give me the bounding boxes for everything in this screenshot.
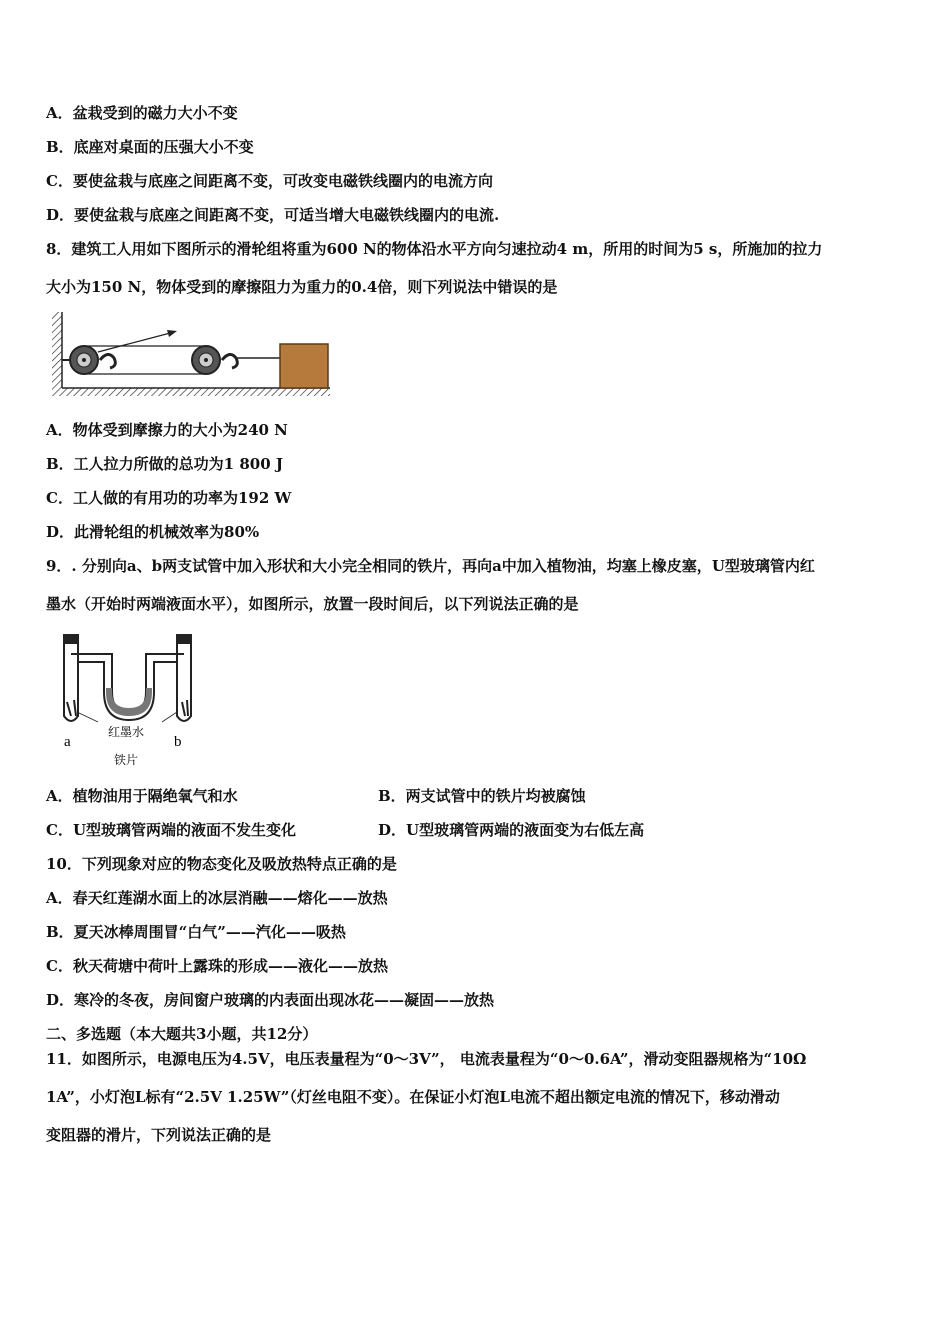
q9-stem-line2: 墨水（开始时两端液面水平），如图所示，放置一段时间后，以下列说法正确的是 — [46, 595, 579, 613]
q10-option-d: D．寒冷的冬夜，房间窗户玻璃的内表面出现冰花——凝固——放热 — [46, 991, 495, 1009]
q8-option-d: D．此滑轮组的机械效率为80% — [46, 523, 260, 541]
q11-line2: 1A”，小灯泡L标有“2.5V 1.25W”（灯丝电阻不变）。在保证小灯泡L电流不超出额定电流的情况下，移动滑动 — [46, 1088, 780, 1106]
q8-stem-line1: 8．建筑工人用如下图所示的滑轮组将重为600 N的物体沿水平方向匀速拉动4 m，所用的时间为5 s，所施加的拉力 — [46, 240, 823, 258]
wall — [52, 312, 62, 388]
q9-option-d: D．U型玻璃管两端的液面变为右低左高 — [378, 821, 645, 839]
q8-option-c: C．工人做的有用功的功率为192 W — [46, 489, 292, 507]
floor — [52, 388, 330, 396]
pulley-figure — [46, 310, 336, 402]
stopper-a — [63, 634, 79, 644]
q10-stem: 10．下列现象对应的物态变化及吸放热特点正确的是 — [46, 855, 397, 873]
q9-stem-line1: 9．. 分别向a、b两支试管中加入形状和大小完全相同的铁片，再向a中加入植物油，均塞上橡皮塞，U型玻璃管内红 — [46, 557, 815, 575]
q11-line3: 变阻器的滑片，下列说法正确的是 — [46, 1126, 272, 1144]
q10-option-b: B．夏天冰棒周围冒“白气”——汽化——吸热 — [46, 923, 346, 941]
q10-option-c: C．秋天荷塘中荷叶上露珠的形成——液化——放热 — [46, 957, 388, 975]
q7-option-b: B．底座对桌面的压强大小不变 — [46, 138, 254, 156]
label-b: b — [174, 734, 182, 750]
q11-line1: 11．如图所示，电源电压为4.5V，电压表量程为“0～3V”， 电流表量程为“0～0.6A”，滑动变阻器规格为“10Ω — [46, 1050, 807, 1068]
section-heading: 二、多选题（本大题共3小题，共12分） — [46, 1025, 318, 1043]
q10-option-a: A．春天红莲湖水面上的冰层消融——熔化——放热 — [46, 889, 388, 907]
q9-option-a: A．植物油用于隔绝氧气和水 — [46, 787, 238, 805]
q8-option-a: A．物体受到摩擦力的大小为240 N — [46, 421, 288, 439]
q9-option-b: B．两支试管中的铁片均被腐蚀 — [378, 787, 586, 805]
q9-option-c: C．U型玻璃管两端的液面不发生变化 — [46, 821, 297, 839]
q7-option-a: A．盆栽受到的磁力大小不变 — [46, 104, 238, 122]
label-red-ink: 红墨水 — [108, 725, 145, 739]
test-tube-figure — [50, 630, 210, 772]
movable-pulley — [192, 346, 220, 374]
wooden-block — [280, 344, 328, 388]
q8-stem-line2: 大小为150 N，物体受到的摩擦阻力为重力的0.4倍，则下列说法中错误的是 — [46, 278, 558, 296]
q7-option-d: D．要使盆栽与底座之间距离不变，可适当增大电磁铁线圈内的电流. — [46, 206, 500, 224]
q8-option-b: B．工人拉力所做的总功为1 800 J — [46, 455, 283, 473]
label-a: a — [64, 734, 71, 750]
label-iron: 铁片 — [114, 753, 139, 767]
stopper-b — [176, 634, 192, 644]
fixed-pulley — [70, 346, 98, 374]
q7-option-c: C．要使盆栽与底座之间距离不变，可改变电磁铁线圈内的电流方向 — [46, 172, 493, 190]
